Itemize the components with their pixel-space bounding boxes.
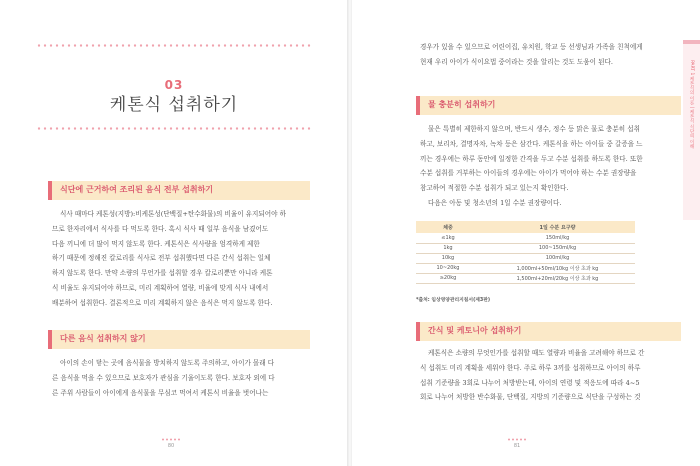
- decorative-dot-row: [36, 127, 312, 130]
- text-line: 수분 섭취를 거부하는 아이들의 경우에는 아이가 먹어야 하는 수분 권장량을: [420, 169, 637, 178]
- text-line: 른 주위 사람들이 아이에게 음식물을 무심코 먹여서 케톤식 비율을 벗어나는: [52, 388, 269, 397]
- section-heading-text: 식단에 근거하여 조리된 음식 전부 섭취하기: [60, 185, 214, 194]
- section-heading-text: 다른 음식 섭취하지 않기: [60, 334, 146, 343]
- section-heading-box: [416, 96, 681, 115]
- section-heading-accent: [48, 181, 52, 200]
- text-line: 참고하여 적절한 수분 섭취가 되고 있는지 확인한다.: [420, 184, 569, 193]
- text-line: 하지 않도록 한다. 만약 소량의 무언가를 섭취할 경우 칼로리뿐만 아니라 케톤: [52, 269, 273, 278]
- table-cell: 1kg: [416, 243, 480, 253]
- table-cell: 1,000ml+50ml/10kg 이상 초과 kg: [480, 263, 635, 273]
- side-chapter-tab: [683, 40, 700, 220]
- text-line: 식사 때마다 케톤성(지방):비케톤성(단백질+탄수화물)의 비율이 유지되어야 하: [60, 210, 286, 218]
- text-line: 케톤식은 소량의 무엇인가를 섭취할 때도 열량과 비율을 고려해야 하므로 간: [428, 349, 645, 357]
- table-source-note: *출처: 임상영양관리지침서(제3판): [416, 298, 491, 303]
- table-row: [416, 273, 635, 283]
- text-line: 현재 우리 아이가 식이요법 중이라는 것을 알리는 것도 도움이 된다.: [420, 57, 613, 66]
- text-line: 경우가 있을 수 있으므로 어린이집, 유치원, 학교 등 선생님과 가족을 친척에게: [420, 43, 643, 51]
- text-line: 아이의 손이 닿는 곳에 음식물을 방치하지 않도록 주의하고, 아이가 몰래 다: [60, 359, 275, 367]
- text-line: 끼는 경우에는 하루 동안에 일정한 간격을 두고 수분 섭취를 하도록 한다. 또한: [420, 154, 643, 163]
- table-header-cell: 1일 수분 요구량: [480, 221, 635, 233]
- text-line: 다음 끼니에 더 많이 먹지 않도록 한다. 케톤식은 식사량을 엄격하게 제한: [52, 239, 260, 248]
- chapter-title: 케톤식 섭취하기: [109, 95, 239, 115]
- text-line: 식 섭취도 미리 계획을 세워야 한다. 주로 하루 3끼를 섭취하므로 아이의 하루: [420, 363, 641, 372]
- text-line: 섭취 기준량을 3회로 나누어 처방받는데, 아이의 연령 및 적응도에 따라 4~5: [420, 378, 640, 387]
- table-cell: 10kg: [416, 253, 480, 263]
- table-cell: 150ml/kg: [480, 233, 635, 243]
- table-header-row: [416, 221, 635, 233]
- section-heading-box: [48, 181, 310, 200]
- decorative-dot-row: [36, 44, 312, 47]
- decorative-dots: [507, 438, 527, 441]
- side-tab-accent: [683, 40, 700, 44]
- text-line: 므로 한자리에서 식사를 다 먹도록 한다. 혹시 식사 때 일부 음식을 남겼어도: [52, 224, 269, 233]
- section-heading-accent: [416, 322, 420, 341]
- text-line: 회로 나누어 처방한 반수화물, 단백질, 지방의 기준량으로 식단을 구성하는 것: [420, 393, 641, 402]
- continued-text: [420, 40, 685, 70]
- decorative-dots: [161, 438, 181, 441]
- table-cell: 10~20kg: [416, 263, 480, 273]
- section-body: [420, 346, 685, 405]
- table-row: [416, 253, 635, 263]
- section-heading-accent: [48, 330, 52, 349]
- table-cell: 100~150ml/kg: [480, 243, 635, 253]
- text-line: 물은 특별히 제한하지 않으며, 반드시 생수, 정수 등 맑은 물로 충분히 섭취: [428, 125, 640, 133]
- text-line: 다음은 아동 및 청소년의 1일 수분 권장량이다.: [428, 198, 562, 207]
- text-line: 하기 때문에 정해진 칼로리를 식사로 전부 섭취했다면 다른 간식 섭취는 일체: [52, 254, 271, 263]
- water-requirement-table: [416, 221, 635, 284]
- table-cell: 100ml/kg: [480, 253, 635, 263]
- text-line: 식 비율도 유지되어야 하므로, 미리 계획하여 열량, 비율에 맞게 식사 내에서: [52, 283, 269, 292]
- text-line: 배분하여 섭취한다. 결론적으로 미리 계획하지 않은 음식은 먹지 않도록 한다.: [52, 298, 273, 307]
- page-number-text: 80: [167, 443, 175, 449]
- side-tab-label: PART 1 케톤식의 이론 | 케톤식 식단의 이해: [689, 60, 694, 149]
- table-row: [416, 263, 635, 273]
- section-heading-box: [416, 322, 681, 341]
- section-body: [52, 356, 310, 400]
- section-heading-accent: [416, 96, 420, 115]
- page-number: [502, 438, 532, 449]
- table-row: [416, 233, 635, 243]
- section-heading-box: [48, 330, 310, 349]
- table-cell: 1,500ml+20ml/20kg 이상 초과 kg: [480, 273, 635, 283]
- text-line: 하고, 보리차, 결명자차, 녹차 등은 삼간다. 케톤식을 하는 아이들 중 갈증을 느: [420, 139, 643, 148]
- section-body: [420, 122, 685, 211]
- page-number: [156, 438, 186, 449]
- section-heading-text: 물 충분히 섭취하기: [428, 100, 496, 109]
- table-header-cell: 체중: [416, 221, 480, 233]
- table-cell: ≥20kg: [416, 273, 480, 283]
- text-line: 른 음식을 먹을 수 있으므로 보호자가 관심을 기울이도록 한다. 보호자 외에 다: [52, 373, 275, 382]
- chapter-number: 03: [164, 78, 184, 92]
- left-page: [0, 0, 348, 466]
- page-number-text: 81: [513, 443, 521, 449]
- table-cell: ≤1kg: [416, 233, 480, 243]
- section-body: [52, 207, 310, 311]
- table-row: [416, 243, 635, 253]
- section-heading-text: 간식 및 케토니아 섭취하기: [428, 326, 522, 335]
